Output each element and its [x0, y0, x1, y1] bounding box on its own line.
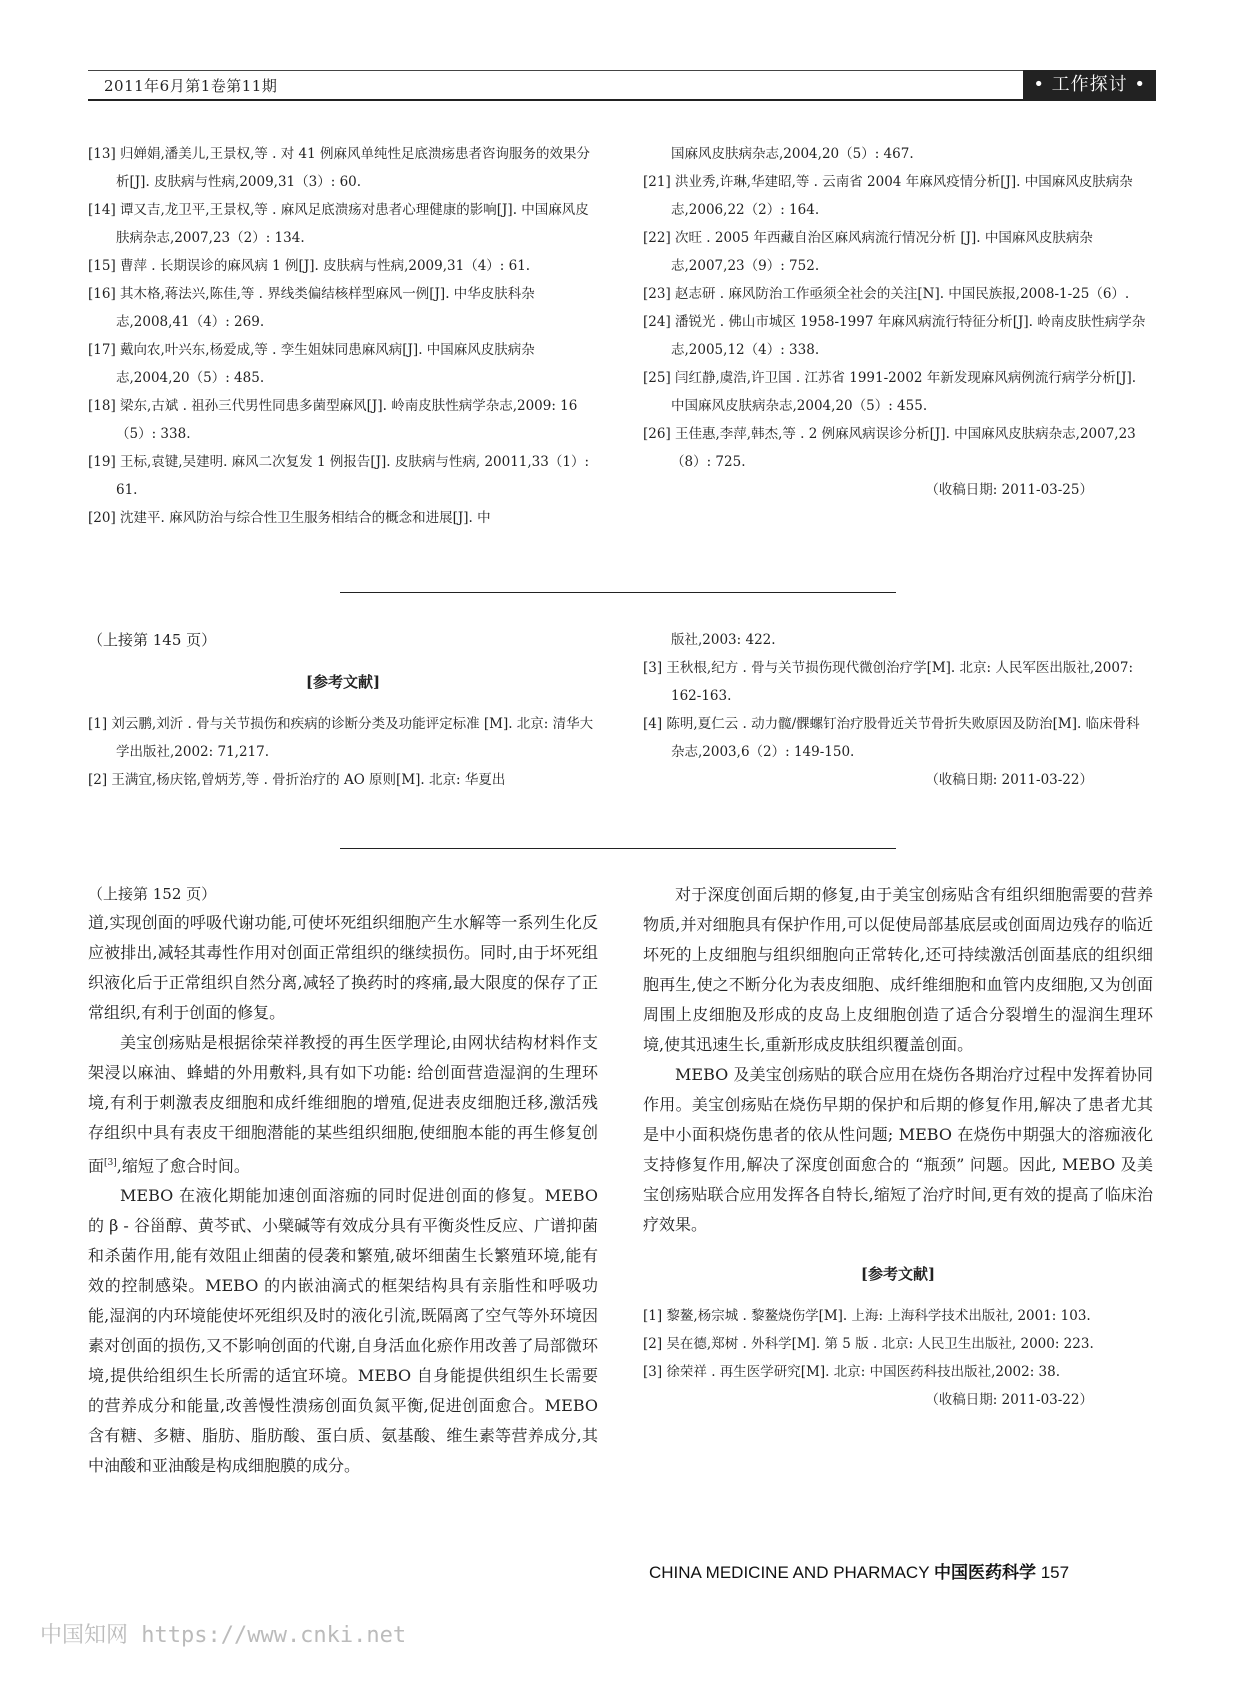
reference-item: [25] 闫红静,虞浩,许卫国 . 江苏省 1991-2002 年新发现麻风病例流行病学分析[J]. 中国麻风皮肤病杂志,2004,20（5）: 455. — [643, 370, 1137, 414]
citation: [3] — [104, 1158, 117, 1168]
reference-item: [2] 吴在德,郑树 . 外科学[M]. 第 5 版 . 北京: 人民卫生出版社, 2000: 223. — [643, 1336, 1094, 1352]
received-date: （收稿日期: 2011-03-22） — [925, 1392, 1093, 1408]
paragraph-text: ,缩短了愈合时间。 — [116, 1156, 250, 1176]
refs-top-right — [643, 140, 1153, 504]
reference-continuation: 国麻风皮肤病杂志,2004,20（5）: 467. — [671, 146, 914, 162]
reference-item: [22] 次旺 . 2005 年西藏自治区麻风病流行情况分析 [J]. 中国麻风皮肤病杂志,2007,23（9）: 752. — [643, 230, 1093, 274]
references-heading: [参考文献] — [860, 1265, 936, 1283]
received-date: （收稿日期: 2011-03-25） — [925, 482, 1093, 498]
paragraph: 对于深度创面后期的修复,由于美宝创疡贴含有组织细胞需要的营养物质,并对细胞具有保护作用,可以促使局部基底层或创面周边残存的临近坏死的上皮细胞与组织细胞向正常转化,还可持续激活创面基底的组织细胞再生,使之不断分化为表皮细胞、成纤维细胞和血管内皮细胞,又为创面周围上皮细胞及形成的皮岛上皮细胞创造了适合分裂增生的湿润生理环境,使其迅速生长,重新形成皮肤组织覆盖创面。 — [643, 885, 1153, 1054]
reference-item: [24] 潘锐光 . 佛山市城区 1958-1997 年麻风病流行特征分析[J]. 岭南皮肤性病学杂志,2005,12（4）: 338. — [643, 314, 1146, 358]
running-header — [88, 70, 1156, 101]
reference-item: [21] 洪业秀,许琳,华建昭,等 . 云南省 2004 年麻风疫情分析[J]. 中国麻风皮肤病杂志,2006,22（2）: 164. — [643, 174, 1133, 218]
reference-item: [15] 曹萍 . 长期误诊的麻风病 1 例[J]. 皮肤病与性病,2009,31（4）: 61. — [88, 258, 531, 274]
paragraph: MEBO 在液化期能加速创面溶痂的同时促进创面的修复。MEBO 的 β - 谷甾醇、黄芩甙、小檗碱等有效成分具有平衡炎性反应、广谱抑菌和杀菌作用,能有效阻止细菌的侵袭和繁殖,破坏细菌生长繁殖环境,能有效的控制感染。MEBO 的内嵌油滴式的框架结构具有亲脂性和呼吸功能,湿润的内环境能使坏死组织及时的液化引流,既隔离了空气等外环境因素对创面的损伤,又不影响创面的代谢,自身活血化瘀作用改善了局部微环境,提供给组织生长所需的适宜环境。MEBO 自身能提供组织生长需要的营养成分和能量,改善慢性溃疡创面负氮平衡,促进创面愈合。MEBO 含有糖、多糖、脂肪、脂肪酸、蛋白质、氨基酸、维生素等营养成分,其中油酸和亚油酸是构成细胞膜的成分。 — [88, 1186, 598, 1476]
received-date: （收稿日期: 2011-03-22） — [925, 772, 1093, 788]
reference-item: [3] 王秋根,纪方 . 骨与关节损伤现代微创治疗学[M]. 北京: 人民军医出版社,2007: 162-163. — [643, 660, 1134, 704]
reference-item: [23] 赵志研 . 麻风防治工作亟须全社会的关注[N]. 中国民族报,2008-1-25（6）. — [643, 286, 1130, 302]
paragraph — [88, 1028, 598, 1181]
reference-item: [2] 王满宜,杨庆铭,曾炳芳,等 . 骨折治疗的 AO 原则[M]. 北京: 华夏出 — [88, 772, 506, 788]
body-text — [88, 908, 598, 1481]
body-text — [643, 880, 1153, 1240]
reference-item: [4] 陈明,夏仁云 . 动力髋/髁螺钉治疗股骨近关节骨折失败原因及防治[M]. 临床骨科杂志,2003,6（2）: 149-150. — [643, 716, 1140, 760]
reference-item: [14] 谭又吉,龙卫平,王景权,等 . 麻风足底溃疡对患者心理健康的影响[J]. 中国麻风皮肤病杂志,2007,23（2）: 134. — [88, 202, 589, 246]
page-footer — [649, 1558, 1069, 1583]
reference-item: [13] 归婵娟,潘美儿,王景权,等 . 对 41 例麻风单纯性足底溃疡患者咨询服务的效果分析[J]. 皮肤病与性病,2009,31（3）: 60. — [88, 146, 591, 190]
continued-note: （上接第 145 页） — [88, 631, 217, 649]
section-divider — [340, 592, 896, 593]
sec2-right — [643, 626, 1153, 794]
paragraph: 道,实现创面的呼吸代谢功能,可使坏死组织细胞产生水解等一系列生化反应被排出,减轻其毒性作用对创面正常组织的继续损伤。同时,由于坏死组织液化后于正常组织自然分离,减轻了换药时的疼痛,最大限度的保存了正常组织,有利于创面的修复。 — [88, 913, 598, 1022]
sec2-left — [88, 626, 598, 794]
reference-continuation: 版社,2003: 422. — [671, 632, 776, 648]
sec3-left — [88, 880, 598, 1481]
paragraph: MEBO 及美宝创疡贴的联合应用在烧伤各期治疗过程中发挥着协同作用。美宝创疡贴在烧伤早期的保护和后期的修复作用,解决了患者尤其是中小面积烧伤患者的依从性问题; MEBO 在烧伤中期强大的溶痂液化支持修复作用,解决了深度创面愈合的 “瓶颈” 问题。因此, MEBO 及美宝创疡贴联合应用发挥各自特长,缩短了治疗时间,更有效的提高了临床治疗效果。 — [643, 1065, 1153, 1234]
reference-item: [19] 王标,袁键,吴建明. 麻风二次复发 1 例报告[J]. 皮肤病与性病, 20011,33（1）: 61. — [88, 454, 590, 498]
section-tag: • 工作探讨 • — [1023, 70, 1156, 99]
reference-item: [26] 王佳惠,李萍,韩杰,等 . 2 例麻风病误诊分析[J]. 中国麻风皮肤病杂志,2007,23（8）: 725. — [643, 426, 1136, 470]
cnki-watermark: 中国知网 https://www.cnki.net — [40, 1623, 407, 1648]
issue-info: 2011年6月第1卷第11期 — [104, 77, 278, 95]
paragraph-text: 美宝创疡贴是根据徐荣祥教授的再生医学理论,由网状结构材料作支架浸以麻油、蜂蜡的外用敷料,具有如下功能: 给创面营造湿润的生理环境,有利于刺激表皮细胞和成纤维细胞的增殖,促进表皮细胞迁移,激活残存组织中具有表皮干细胞潜能的某些组织细胞,使细胞本能的再生修复创面 — [88, 1033, 598, 1176]
reference-item: [20] 沈建平. 麻风防治与综合性卫生服务相结合的概念和进展[J]. 中 — [88, 510, 491, 526]
journal-name-en: CHINA MEDICINE AND PHARMACY — [649, 1563, 930, 1582]
section-divider — [340, 848, 896, 849]
reference-item: [16] 其木格,蒋法兴,陈佳,等 . 界线类偏结核样型麻风一例[J]. 中华皮肤科杂志,2008,41（4）: 269. — [88, 286, 535, 330]
continued-note: （上接第 152 页） — [88, 885, 217, 903]
reference-item: [17] 戴向农,叶兴东,杨爱成,等 . 孪生姐妹同患麻风病[J]. 中国麻风皮肤病杂志,2004,20（5）: 485. — [88, 342, 535, 386]
page-number: 157 — [1040, 1563, 1070, 1582]
sec3-right — [643, 880, 1153, 1414]
reference-item: [1] 刘云鹏,刘沂 . 骨与关节损伤和疾病的诊断分类及功能评定标准 [M]. 北京: 清华大学出版社,2002: 71,217. — [88, 716, 594, 760]
references-heading: [参考文献] — [305, 673, 381, 691]
reference-item: [1] 黎鳌,杨宗城 . 黎鳌烧伤学[M]. 上海: 上海科学技术出版社, 2001: 103. — [643, 1308, 1091, 1324]
refs-top-left — [88, 140, 598, 532]
journal-name-cn: 中国医药科学 — [933, 1563, 1036, 1583]
reference-item: [3] 徐荣祥 . 再生医学研究[M]. 北京: 中国医药科技出版社,2002: 38. — [643, 1364, 1061, 1380]
reference-item: [18] 梁东,古斌 . 祖孙三代男性同患多菌型麻风[J]. 岭南皮肤性病学杂志,2009: 16（5）: 338. — [88, 398, 578, 442]
